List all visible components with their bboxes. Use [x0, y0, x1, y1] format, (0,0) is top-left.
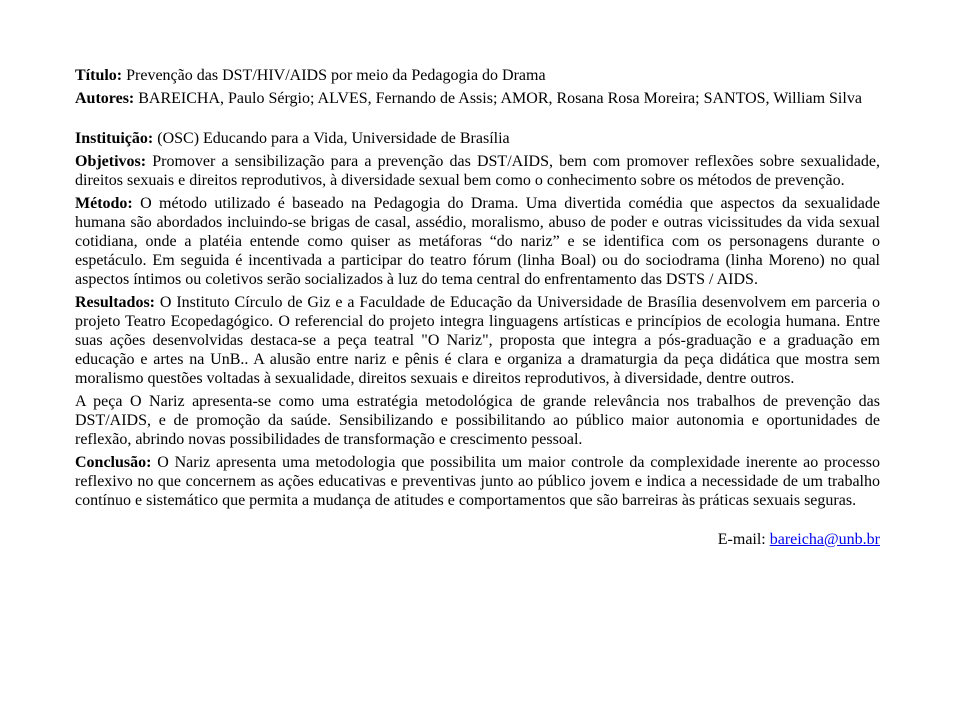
document-body: [75, 66, 880, 553]
conclusion-text: O Nariz apresenta uma metodologia que possibilita um maior controle da complexidade inerente ao processo reflexivo no que concernem as ações educativas e preventivas junto ao público jovem e indica a necessidade de um trabalho contínuo e sistemático que permita a mudança de atitudes e comportamentos que são barreiras às práticas sexuais seguras.: [75, 454, 880, 509]
authors-text: BAREICHA, Paulo Sérgio; ALVES, Fernando de Assis; AMOR, Rosana Rosa Moreira; SANTOS, William Silva: [134, 90, 862, 107]
results-text: O Instituto Círculo de Giz e a Faculdade de Educação da Universidade de Brasília desenvolvem em parceria o projeto Teatro Ecopedagógico. O referencial do projeto integra linguagens artísticas e princípios de ecologia humana. Entre suas ações desenvolvidas destaca-se a peça teatral "O Nariz", proposta que integra a pós-graduação e a graduação em educação e artes na UnB.. A alusão entre nariz e pênis é clara e organiza a dramaturgia da peça didática que mostra sem moralismo questões voltadas à sexualidade, direitos sexuais e direitos reprodutivos, à diversidade, dentre outros.: [75, 294, 880, 387]
title-text: Prevenção das DST/HIV/AIDS por meio da Pedagogia do Drama: [122, 67, 546, 84]
institution-paragraph: [75, 129, 880, 148]
results-continued-paragraph: A peça O Nariz apresenta-se como uma estratégia metodológica de grande relevância nos trabalhos de prevenção das DST/AIDS, e de promoção da saúde. Sensibilizando e possibilitando ao público maior autonomia e oportunidades de reflexão, abrindo novas possibilidades de transformação e crescimento pessoal.: [75, 393, 880, 448]
institution-text: (OSC) Educando para a Vida, Universidade de Brasília: [153, 130, 510, 147]
method-paragraph: [75, 194, 880, 289]
title-label: Título:: [75, 67, 123, 84]
objectives-paragraph: [75, 152, 880, 190]
institution-label: Instituição:: [75, 130, 154, 147]
email-label: E-mail:: [717, 531, 770, 548]
conclusion-paragraph: [75, 453, 880, 510]
method-text: O método utilizado é baseado na Pedagogia do Drama. Uma divertida comédia que aspectos da sexualidade humana são abordados incluindo-se brigas de casal, assédio, moralismo, abuso de poder e outras vicissitudes da vida sexual cotidiana, onde a platéia entende como quiser as metáforas “do nariz” e se identifica com os personagens durante o espetáculo. Em seguida é incentivada a participar do teatro fórum (linha Boal) ou do sociodrama (linha Moreno) no qual aspectos íntimos ou coletivos serão socializados à luz do tema central do enfrentamento das DSTS / AIDS.: [75, 195, 880, 288]
objectives-label: Objetivos:: [75, 153, 147, 170]
results-label: Resultados:: [75, 294, 156, 311]
conclusion-label: Conclusão:: [75, 454, 152, 471]
authors-label: Autores:: [75, 90, 135, 107]
title-paragraph: [75, 66, 880, 85]
email-line: [75, 530, 880, 549]
method-label: Método:: [75, 195, 133, 212]
email-link[interactable]: bareicha@unb.br: [769, 531, 880, 548]
results-paragraph: [75, 293, 880, 388]
authors-paragraph: [75, 89, 880, 108]
objectives-text: Promover a sensibilização para a prevenção das DST/AIDS, bem com promover reflexões sobre sexualidade, direitos sexuais e direitos reprodutivos, à diversidade sexual bem como o conhecimento sobre os métodos de prevenção.: [75, 153, 880, 189]
